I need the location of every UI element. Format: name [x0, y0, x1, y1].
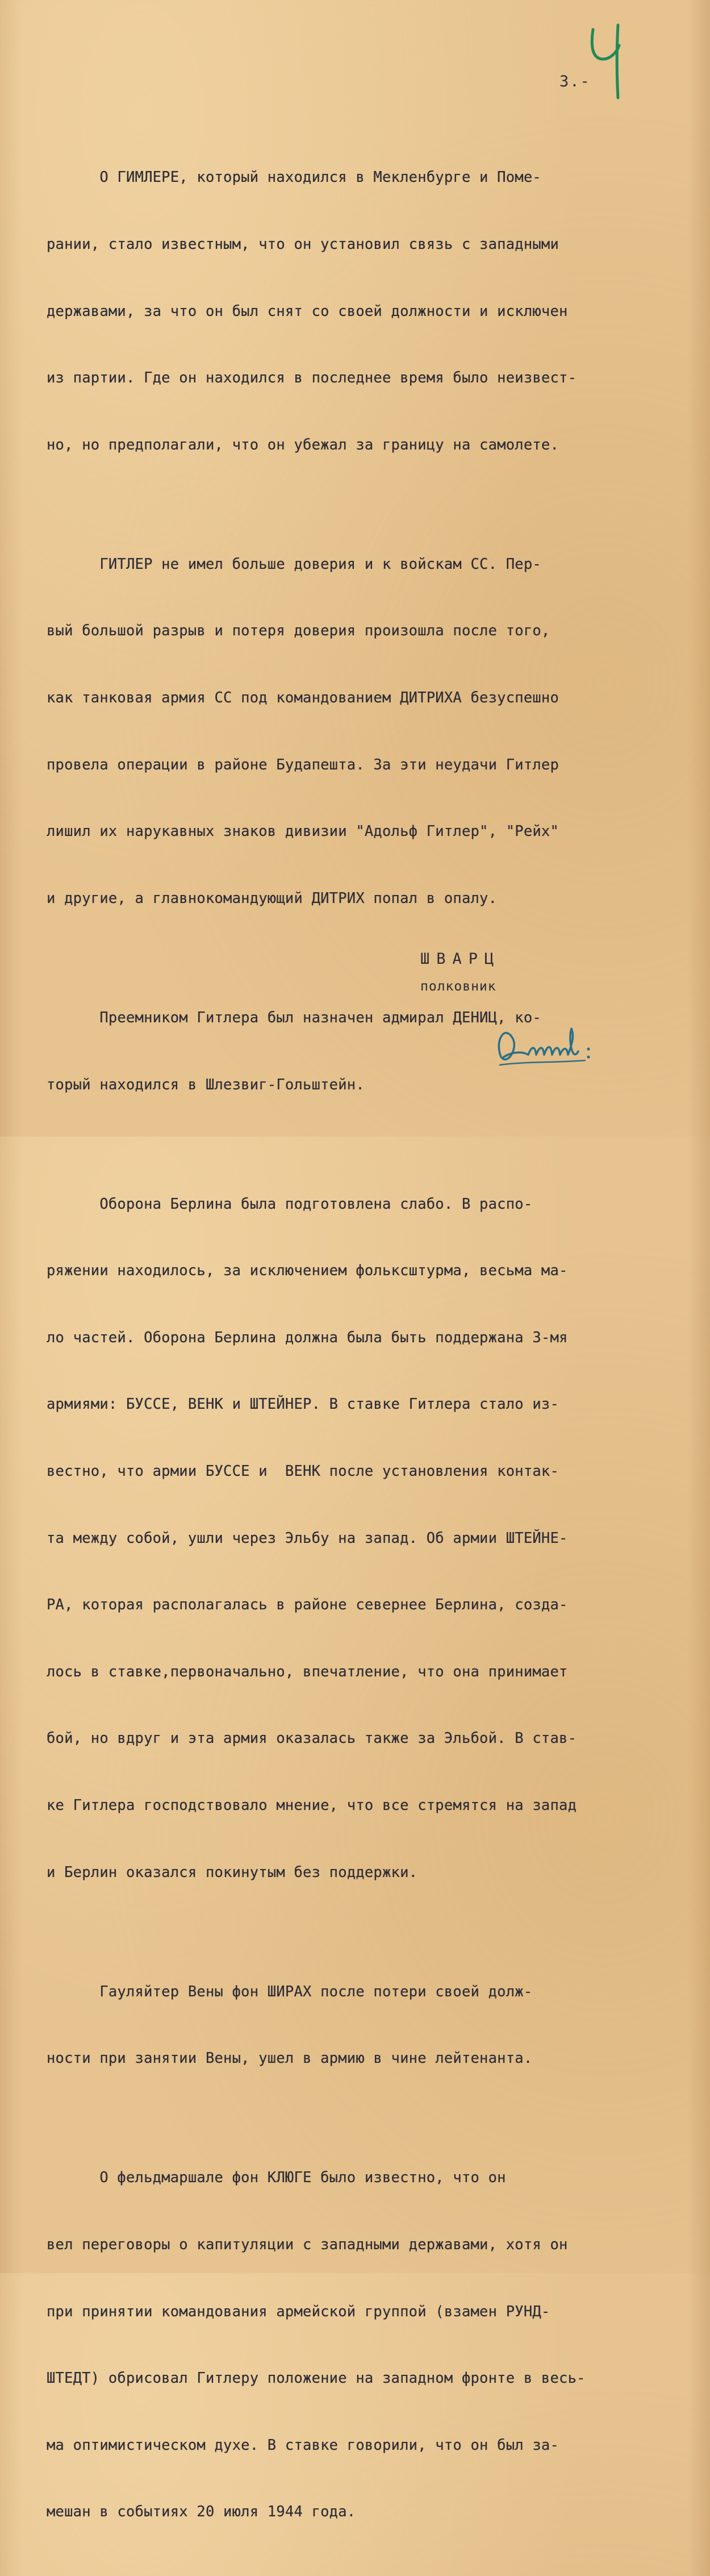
text-line: Оборона Берлина была подготовлена слабо. В распо-: [47, 1195, 533, 1213]
text-line: торый находился в Шлезвиг-Гольштейн.: [47, 1076, 365, 1093]
text-line: но, но предполагали, что он убежал за границу на самолете.: [47, 436, 559, 453]
text-line: бой, но вдруг и эта армия оказалась также за Эльбой. В став-: [47, 1730, 577, 1747]
text-line: вестно, что армии БУССЕ и ВЕНК после установления контак-: [47, 1462, 559, 1480]
text-line: ло частей. Оборона Берлина должна была быть поддержана 3-мя: [47, 1329, 568, 1346]
text-line: мешан в событиях 20 июля 1944 года.: [47, 2503, 356, 2521]
text-line: ГИТЛЕР не имел больше доверия и к войскам СС. Пер-: [47, 555, 541, 573]
handwritten-folio-mark: [585, 23, 630, 102]
text-line: Гауляйтер Вены фон ШИРАХ после потери своей долж-: [47, 1983, 533, 2000]
page-number: 3.-: [559, 73, 591, 90]
signatory-name: ШВАРЦ: [420, 950, 501, 968]
text-line: вый большой разрыв и потеря доверия произошла после того,: [47, 622, 550, 640]
document-body: [47, 122, 700, 2576]
text-line: лось в ставке,первоначально, впечатление, что она принимает: [47, 1663, 568, 1680]
paragraph-schirach: [47, 1936, 700, 2115]
paragraph-berlin-defense: [47, 1148, 700, 1928]
text-line: РА, которая располагалась в районе севернее Берлина, созда-: [47, 1596, 568, 1614]
text-line: ке Гитлера господствовало мнение, что все стремятся на запад: [47, 1797, 577, 1815]
text-line: Преемником Гитлера был назначен адмирал ДЕНИЦ, ко-: [47, 1009, 541, 1026]
text-line: ма оптимистическом духе. В ставке говорили, что он был за-: [47, 2436, 559, 2454]
text-line: лишил их нарукавных знаков дивизии "Адольф Гитлер", "Рейх": [47, 823, 559, 840]
text-line: вел переговоры о капитуляции с западными державами, хотя он: [47, 2236, 568, 2253]
text-line: ряжении находилось, за исключением фольксштурма, весьма ма-: [47, 1262, 568, 1280]
signature-block: [420, 950, 500, 994]
handwritten-signature: [488, 1017, 602, 1080]
text-line: О фельдмаршале фон КЛЮГЕ было известно, что он: [47, 2169, 506, 2187]
text-line: при принятии командования армейской группой (взамен РУНД-: [47, 2303, 550, 2320]
text-line: армиями: БУССЕ, ВЕНК и ШТЕЙНЕР. В ставке Гитлера стало из-: [47, 1396, 559, 1413]
text-line: ности при занятии Вены, ушел в армию в чине лейтенанта.: [47, 2050, 533, 2067]
text-line: из партии. Где он находился в последнее время было неизвест-: [47, 369, 577, 387]
text-line: та между собой, ушли через Эльбу на запад. Об армии ШТЕЙНЕ-: [47, 1529, 568, 1547]
text-line: державами, за что он был снят со своей должности и исключен: [47, 302, 568, 320]
text-line: и Берлин оказался покинутым без поддержки.: [47, 1863, 418, 1881]
paragraph-kluge: [47, 2123, 700, 2568]
text-line: О ГИМЛЕРЕ, который находился в Мекленбурге и Поме-: [47, 169, 541, 186]
paragraph-ss-troops: [47, 509, 700, 954]
text-line: провела операции в районе Будапешта. За эти неудачи Гитлер: [47, 756, 559, 773]
text-line: и другие, а главнокомандующий ДИТРИХ попал в опалу.: [47, 889, 498, 907]
text-line: как танковая армия СС под командованием ДИТРИХА безуспешно: [47, 689, 559, 707]
text-line: ШТЕДТ) обрисовал Гитлеру положение на западном фронте в весь-: [47, 2370, 586, 2387]
signatory-rank: полковник: [420, 979, 496, 994]
text-line: рании, стало известным, что он установил связь с западными: [47, 236, 559, 253]
paragraph-himmler: [47, 122, 700, 501]
